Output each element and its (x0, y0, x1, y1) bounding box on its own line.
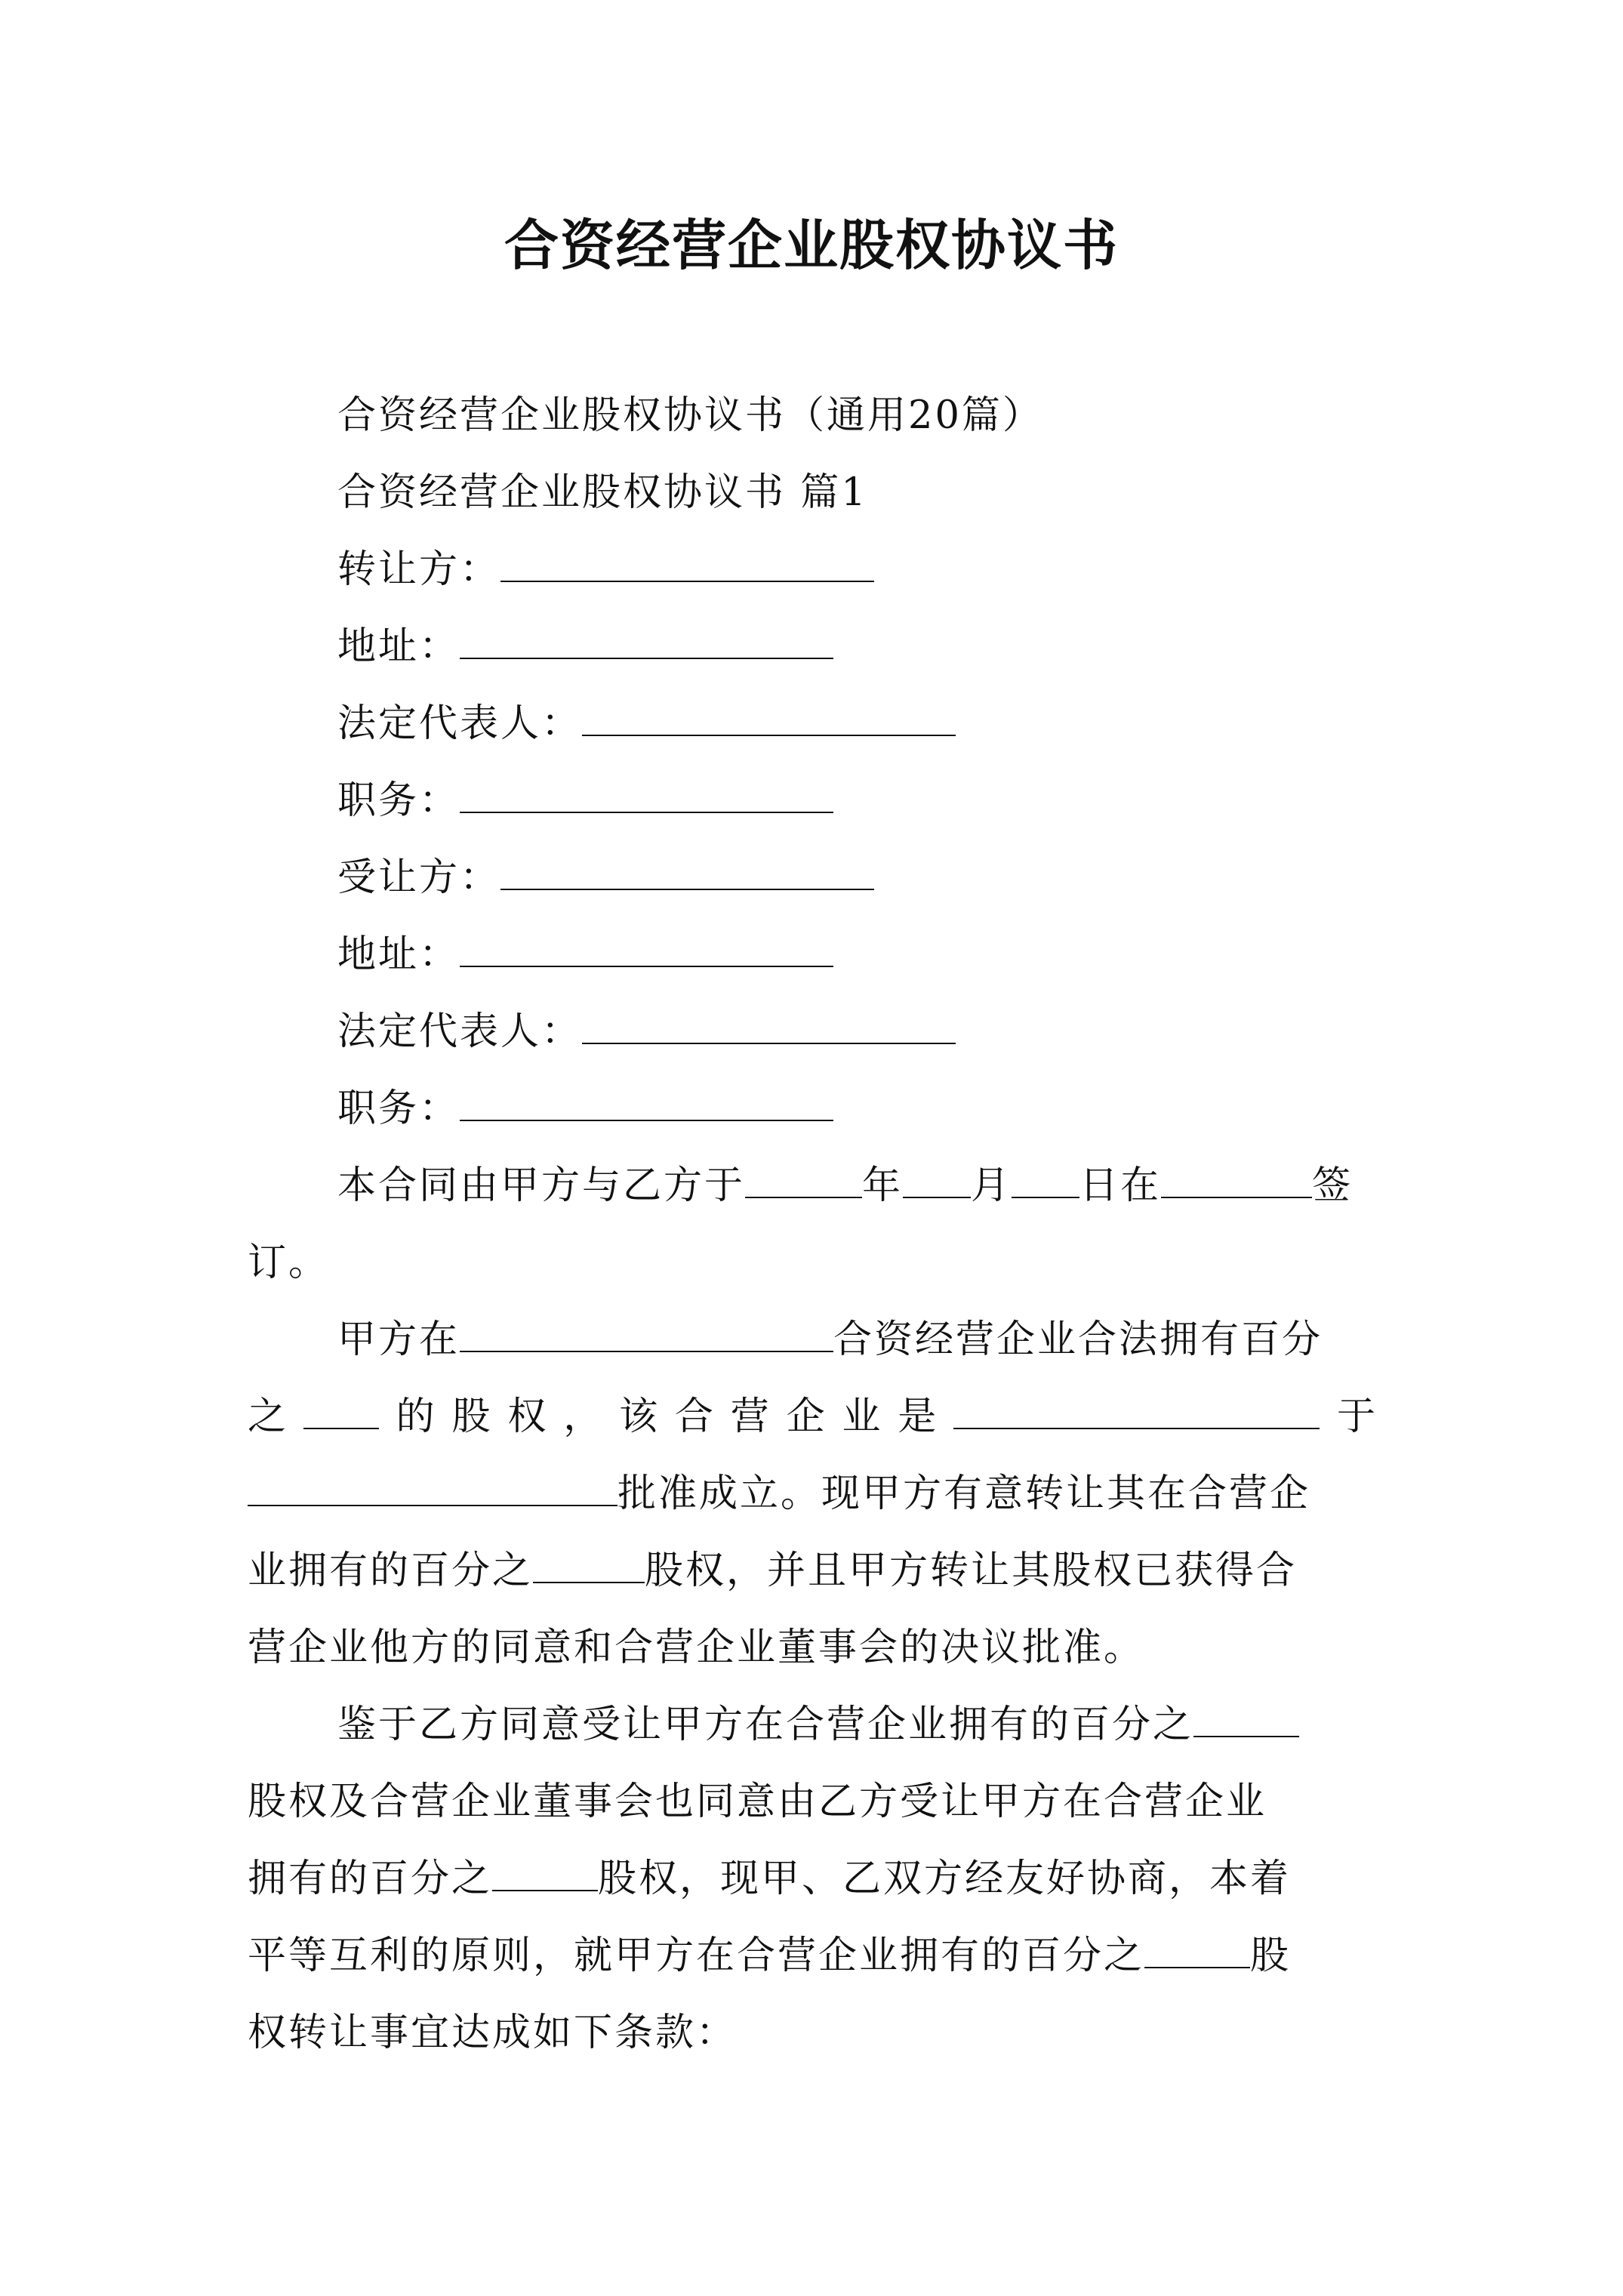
position-field-2 (337, 1082, 833, 1136)
p1-text-d: 日在 (1079, 1163, 1162, 1208)
company-blank (460, 1313, 833, 1352)
enterprise-blank (953, 1390, 1320, 1429)
p3-text-d2: 股 (1250, 1934, 1292, 1978)
transferee-label: 受让方： (337, 855, 501, 900)
p2-char: 之 (248, 1395, 287, 1439)
p3-text-a: 鉴于乙方同意受让甲方在合营企业拥有的百分之 (337, 1703, 1194, 1747)
address-label-2: 地址： (337, 932, 460, 977)
address-label-1: 地址： (337, 624, 460, 669)
percent-blank-1 (303, 1390, 379, 1429)
paragraph-2-line-4 (248, 1544, 1297, 1598)
p1-text-c: 月 (971, 1163, 1012, 1208)
percent-blank-3 (1193, 1698, 1299, 1737)
position-label-2: 职务： (337, 1086, 460, 1131)
position-blank-2 (460, 1082, 833, 1121)
paragraph-3-line-4 (248, 1929, 1291, 1983)
place-blank (1161, 1159, 1312, 1198)
p2-char: ， (563, 1395, 602, 1439)
p2-char: 企 (786, 1395, 825, 1439)
address-field-1 (337, 620, 833, 674)
p2-text-d: 批准成立。现甲方有意转让其在合营企 (617, 1472, 1311, 1516)
p3-text-d1: 平等互利的原则，就甲方在合营企业拥有的百分之 (248, 1934, 1145, 1978)
percent-blank-2 (533, 1544, 645, 1583)
legal-rep-field-1 (337, 697, 956, 751)
p2-char: 该 (619, 1395, 658, 1439)
p2-char: 业 (842, 1395, 881, 1439)
p3-text-c1: 拥有的百分之 (248, 1857, 493, 1901)
p2-text-e1: 业拥有的百分之 (248, 1549, 534, 1593)
legal-rep-label-2: 法定代表人： (337, 1009, 583, 1054)
p2-char: 营 (730, 1395, 769, 1439)
position-label-1: 职务： (337, 778, 460, 823)
p2-text-b: 合资经营企业合法拥有百分 (833, 1318, 1323, 1362)
address-field-2 (337, 928, 833, 982)
legal-rep-label-1: 法定代表人： (337, 701, 583, 746)
paragraph-2-line-2 (248, 1390, 1375, 1444)
document-subtitle: 合资经营企业股权协议书（通用20篇） (337, 393, 1043, 438)
section-heading: 合资经营企业股权协议书 篇1 (337, 470, 868, 515)
p1-text-e: 签 (1312, 1163, 1354, 1208)
transferee-blank (500, 851, 874, 890)
approval-blank (248, 1467, 617, 1506)
transferor-blank (500, 543, 874, 582)
position-field-1 (337, 774, 833, 828)
p3-text-c2: 股权，现甲、乙双方经友好协商，本着 (598, 1857, 1292, 1901)
legal-rep-blank-2 (582, 1005, 956, 1044)
paragraph-2-line-3 (248, 1467, 1310, 1521)
paragraph-1-line-1 (337, 1159, 1353, 1213)
transferor-label: 转让方： (337, 547, 501, 592)
paragraph-1-line-2: 订。 (248, 1240, 330, 1285)
p2-text-e2: 股权，并且甲方转让其股权已获得合 (645, 1549, 1298, 1593)
document-title: 合资经营企业股权协议书 (504, 213, 1119, 277)
day-blank (1012, 1159, 1079, 1198)
paragraph-3-line-2: 股权及合营企业董事会也同意由乙方受让甲方在合营企业 (248, 1780, 1267, 1824)
month-blank (903, 1159, 971, 1198)
address-blank-2 (460, 928, 833, 967)
transferee-field (337, 851, 874, 905)
year-blank (745, 1159, 862, 1198)
p2-char: 股 (451, 1395, 491, 1439)
paragraph-2-line-1 (337, 1313, 1323, 1367)
position-blank-1 (460, 774, 833, 813)
p1-text-a: 本合同由甲方与乙方于 (337, 1163, 746, 1208)
percent-blank-5 (1144, 1929, 1250, 1968)
p2-text-a: 甲方在 (337, 1318, 460, 1362)
paragraph-2-line-5: 营企业他方的同意和合营企业董事会的决议批准。 (248, 1626, 1145, 1670)
p1-text-b: 年 (862, 1163, 904, 1208)
p2-char: 权 (507, 1395, 547, 1439)
paragraph-3-line-3 (248, 1852, 1291, 1906)
legal-rep-field-2 (337, 1005, 956, 1059)
paragraph-3-line-1 (337, 1698, 1299, 1752)
p2-char: 合 (674, 1395, 713, 1439)
address-blank-1 (460, 620, 833, 659)
p2-char: 的 (396, 1395, 435, 1439)
paragraph-3-line-5: 权转让事宜达成如下条款： (248, 2011, 738, 2055)
legal-rep-blank-1 (582, 697, 956, 736)
p2-char: 是 (898, 1395, 937, 1439)
transferor-field (337, 543, 874, 597)
percent-blank-4 (492, 1852, 598, 1891)
p2-char: 于 (1336, 1395, 1375, 1439)
